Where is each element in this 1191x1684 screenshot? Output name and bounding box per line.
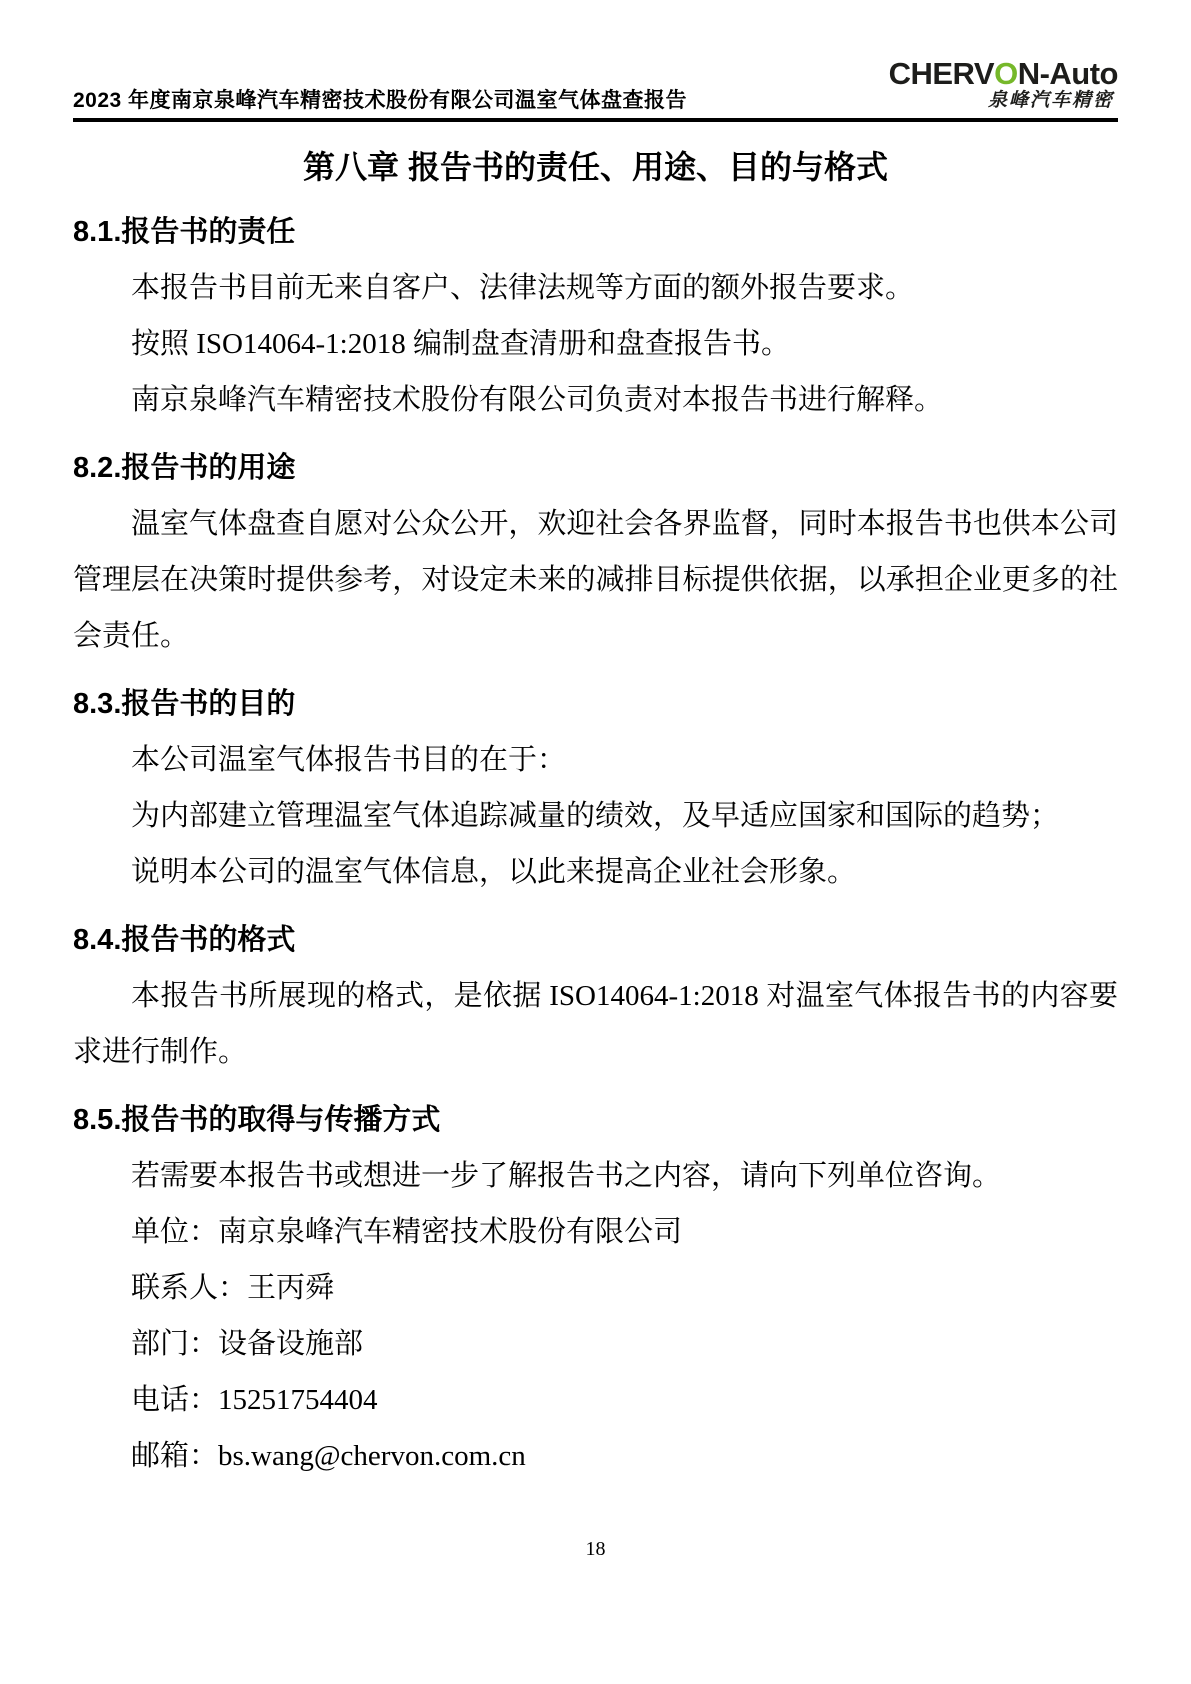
paragraph: 本报告书所展现的格式，是依据 ISO14064-1:2018 对温室气体报告书的内容要求进行制作。 [73, 980, 1118, 1068]
section-8-2 [73, 440, 1118, 664]
paragraph: 本公司温室气体报告书目的在于： [131, 744, 567, 776]
section-heading-8-3: 8.3.报告书的目的 [73, 688, 296, 720]
paragraph: 说明本公司的温室气体信息，以此来提高企业社会形象。 [131, 856, 857, 888]
header-report-title: 2023 年度南京泉峰汽车精密技术股份有限公司温室气体盘查报告 [73, 88, 688, 112]
contact-email-line: 邮箱：bs.wang@chervon.com.cn [131, 1440, 526, 1472]
section-8-5 [73, 1092, 1118, 1484]
logo-wordmark-suffix: N-Auto [1017, 56, 1118, 91]
paragraph: 按照 ISO14064-1:2018 编制盘查清册和盘查报告书。 [131, 328, 790, 360]
section-8-4 [73, 912, 1118, 1080]
logo-subtitle: 泉峰汽车精密 [987, 90, 1114, 111]
logo-letter-o: O [994, 56, 1018, 91]
logo-wordmark [889, 58, 1118, 89]
section-heading-8-2: 8.2.报告书的用途 [73, 452, 296, 484]
section-8-3 [73, 676, 1118, 900]
section-8-1 [73, 204, 1118, 428]
contact-department-line: 部门：设备设施部 [131, 1328, 364, 1360]
section-heading-8-4: 8.4.报告书的格式 [73, 924, 296, 956]
paragraph: 为内部建立管理温室气体追踪减量的绩效，及早适应国家和国际的趋势； [131, 800, 1060, 832]
section-heading-8-1: 8.1.报告书的责任 [73, 216, 296, 248]
contact-phone-line: 电话：15251754404 [131, 1384, 378, 1416]
paragraph: 若需要本报告书或想进一步了解报告书之内容，请向下列单位咨询。 [131, 1160, 1002, 1192]
contact-unit-line: 单位：南京泉峰汽车精密技术股份有限公司 [131, 1216, 683, 1248]
contact-person-line: 联系人：王丙舜 [131, 1272, 335, 1304]
page-footer [0, 1538, 1191, 1561]
logo-wordmark-prefix: CHERV [888, 56, 995, 91]
paragraph: 温室气体盘查自愿对公众公开，欢迎社会各界监督，同时本报告书也供本公司管理层在决策时提供参考，对设定未来的减排目标提供依据，以承担企业更多的社会责任。 [73, 508, 1118, 652]
paragraph: 本报告书目前无来自客户、法律法规等方面的额外报告要求。 [131, 272, 915, 304]
chapter-title: 第八章 报告书的责任、用途、目的与格式 [303, 149, 888, 185]
page-header [73, 0, 1118, 122]
paragraph: 南京泉峰汽车精密技术股份有限公司负责对本报告书进行解释。 [131, 384, 944, 416]
company-logo [889, 58, 1118, 112]
section-heading-8-5: 8.5.报告书的取得与传播方式 [73, 1104, 441, 1136]
page-number: 18 [585, 1538, 606, 1560]
